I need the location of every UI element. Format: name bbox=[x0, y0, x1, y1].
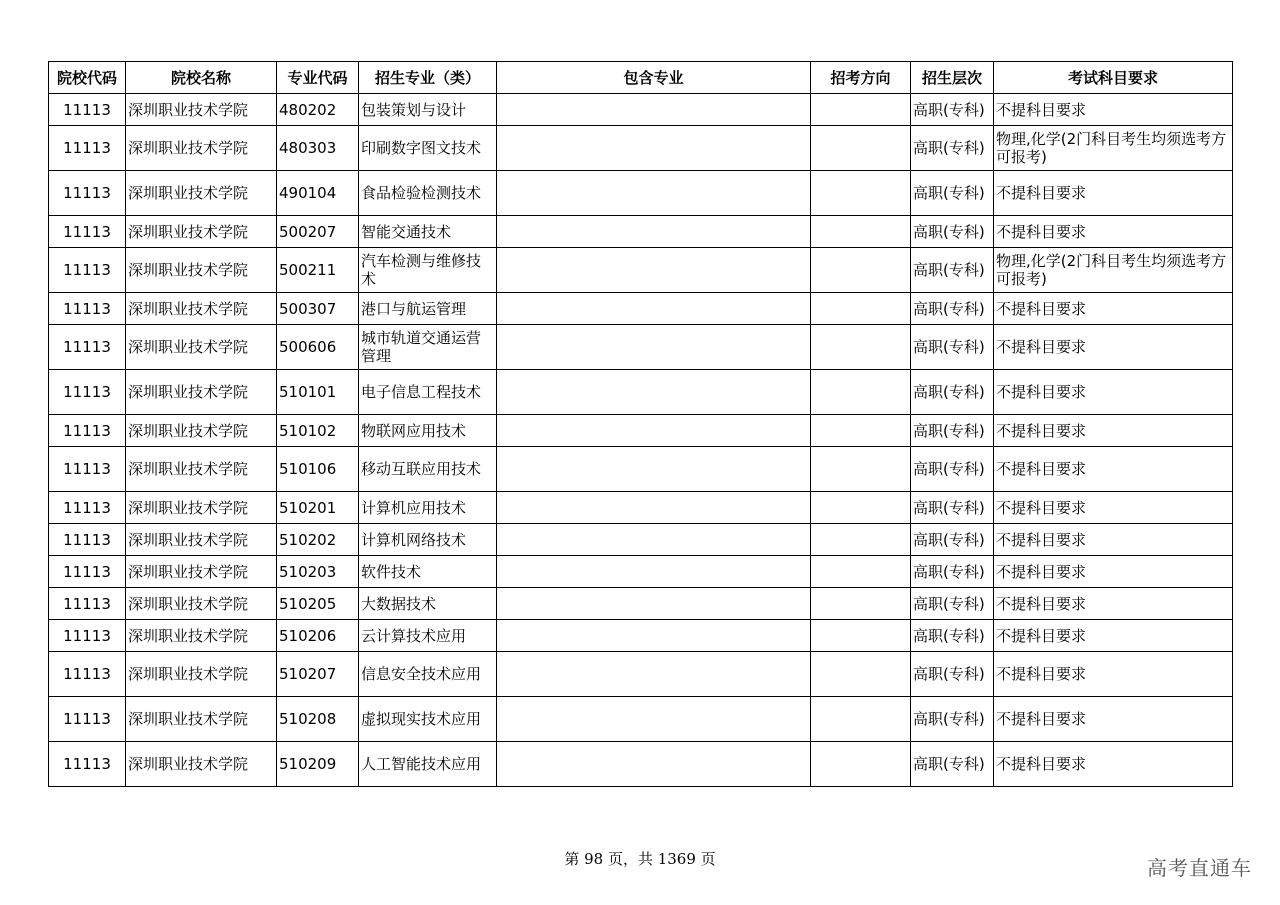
cell-school-code: 11113 bbox=[49, 588, 126, 620]
header-direction: 招考方向 bbox=[811, 62, 911, 94]
cell-direction bbox=[811, 620, 911, 652]
cell-school-code: 11113 bbox=[49, 742, 126, 787]
cell-level: 高职(专科) bbox=[911, 556, 994, 588]
cell-included-majors bbox=[497, 248, 811, 293]
header-school-name: 院校名称 bbox=[126, 62, 277, 94]
cell-direction bbox=[811, 742, 911, 787]
cell-requirement: 不提科目要求 bbox=[994, 697, 1233, 742]
cell-level: 高职(专科) bbox=[911, 620, 994, 652]
cell-direction bbox=[811, 415, 911, 447]
cell-included-majors bbox=[497, 697, 811, 742]
cell-major-code: 480202 bbox=[277, 94, 359, 126]
cell-level: 高职(专科) bbox=[911, 370, 994, 415]
cell-requirement: 不提科目要求 bbox=[994, 588, 1233, 620]
admissions-table bbox=[48, 61, 1233, 787]
cell-school-code: 11113 bbox=[49, 126, 126, 171]
cell-school-code: 11113 bbox=[49, 652, 126, 697]
cell-school-name: 深圳职业技术学院 bbox=[126, 652, 277, 697]
table-row bbox=[49, 697, 1233, 742]
cell-major: 食品检验检测技术 bbox=[359, 171, 497, 216]
cell-direction bbox=[811, 588, 911, 620]
table-row bbox=[49, 415, 1233, 447]
cell-level: 高职(专科) bbox=[911, 652, 994, 697]
table-row bbox=[49, 248, 1233, 293]
cell-major-code: 510206 bbox=[277, 620, 359, 652]
table-row bbox=[49, 370, 1233, 415]
cell-school-code: 11113 bbox=[49, 216, 126, 248]
cell-school-name: 深圳职业技术学院 bbox=[126, 171, 277, 216]
cell-level: 高职(专科) bbox=[911, 492, 994, 524]
cell-major: 大数据技术 bbox=[359, 588, 497, 620]
cell-requirement: 不提科目要求 bbox=[994, 216, 1233, 248]
cell-level: 高职(专科) bbox=[911, 293, 994, 325]
cell-direction bbox=[811, 216, 911, 248]
cell-school-code: 11113 bbox=[49, 293, 126, 325]
cell-school-name: 深圳职业技术学院 bbox=[126, 524, 277, 556]
cell-requirement: 不提科目要求 bbox=[994, 171, 1233, 216]
cell-major-code: 510209 bbox=[277, 742, 359, 787]
cell-major: 软件技术 bbox=[359, 556, 497, 588]
cell-major: 信息安全技术应用 bbox=[359, 652, 497, 697]
cell-direction bbox=[811, 293, 911, 325]
cell-direction bbox=[811, 94, 911, 126]
cell-major: 云计算技术应用 bbox=[359, 620, 497, 652]
cell-requirement: 不提科目要求 bbox=[994, 94, 1233, 126]
cell-included-majors bbox=[497, 325, 811, 370]
cell-direction bbox=[811, 248, 911, 293]
cell-major-code: 490104 bbox=[277, 171, 359, 216]
table-row bbox=[49, 126, 1233, 171]
cell-level: 高职(专科) bbox=[911, 216, 994, 248]
table-header-row bbox=[49, 62, 1233, 94]
cell-included-majors bbox=[497, 216, 811, 248]
cell-requirement: 物理,化学(2门科目考生均须选考方可报考) bbox=[994, 248, 1233, 293]
cell-major-code: 510205 bbox=[277, 588, 359, 620]
cell-included-majors bbox=[497, 742, 811, 787]
cell-requirement: 不提科目要求 bbox=[994, 293, 1233, 325]
cell-requirement: 不提科目要求 bbox=[994, 325, 1233, 370]
cell-school-name: 深圳职业技术学院 bbox=[126, 293, 277, 325]
cell-school-name: 深圳职业技术学院 bbox=[126, 620, 277, 652]
table-row bbox=[49, 94, 1233, 126]
cell-major: 城市轨道交通运营管理 bbox=[359, 325, 497, 370]
cell-level: 高职(专科) bbox=[911, 742, 994, 787]
cell-included-majors bbox=[497, 447, 811, 492]
cell-major: 物联网应用技术 bbox=[359, 415, 497, 447]
cell-included-majors bbox=[497, 415, 811, 447]
cell-school-code: 11113 bbox=[49, 556, 126, 588]
cell-school-name: 深圳职业技术学院 bbox=[126, 216, 277, 248]
header-level: 招生层次 bbox=[911, 62, 994, 94]
cell-school-code: 11113 bbox=[49, 697, 126, 742]
cell-school-code: 11113 bbox=[49, 370, 126, 415]
cell-school-code: 11113 bbox=[49, 248, 126, 293]
table-row bbox=[49, 492, 1233, 524]
cell-included-majors bbox=[497, 293, 811, 325]
cell-included-majors bbox=[497, 126, 811, 171]
cell-major: 计算机网络技术 bbox=[359, 524, 497, 556]
cell-direction bbox=[811, 126, 911, 171]
cell-school-code: 11113 bbox=[49, 492, 126, 524]
cell-major-code: 510106 bbox=[277, 447, 359, 492]
cell-major-code: 510203 bbox=[277, 556, 359, 588]
cell-major-code: 480303 bbox=[277, 126, 359, 171]
cell-direction bbox=[811, 447, 911, 492]
cell-school-name: 深圳职业技术学院 bbox=[126, 697, 277, 742]
cell-major: 港口与航运管理 bbox=[359, 293, 497, 325]
cell-level: 高职(专科) bbox=[911, 697, 994, 742]
cell-level: 高职(专科) bbox=[911, 248, 994, 293]
cell-level: 高职(专科) bbox=[911, 94, 994, 126]
cell-school-name: 深圳职业技术学院 bbox=[126, 556, 277, 588]
cell-major-code: 510208 bbox=[277, 697, 359, 742]
cell-major-code: 510101 bbox=[277, 370, 359, 415]
cell-requirement: 不提科目要求 bbox=[994, 742, 1233, 787]
cell-major: 包装策划与设计 bbox=[359, 94, 497, 126]
cell-requirement: 不提科目要求 bbox=[994, 492, 1233, 524]
cell-major-code: 500207 bbox=[277, 216, 359, 248]
table-body bbox=[49, 94, 1233, 787]
cell-level: 高职(专科) bbox=[911, 588, 994, 620]
header-major-code: 专业代码 bbox=[277, 62, 359, 94]
cell-included-majors bbox=[497, 556, 811, 588]
cell-school-name: 深圳职业技术学院 bbox=[126, 325, 277, 370]
cell-school-name: 深圳职业技术学院 bbox=[126, 370, 277, 415]
cell-included-majors bbox=[497, 94, 811, 126]
cell-direction bbox=[811, 697, 911, 742]
header-requirement: 考试科目要求 bbox=[994, 62, 1233, 94]
cell-requirement: 物理,化学(2门科目考生均须选考方可报考) bbox=[994, 126, 1233, 171]
header-major: 招生专业（类） bbox=[359, 62, 497, 94]
cell-included-majors bbox=[497, 370, 811, 415]
cell-direction bbox=[811, 171, 911, 216]
table-row bbox=[49, 171, 1233, 216]
cell-school-name: 深圳职业技术学院 bbox=[126, 588, 277, 620]
cell-level: 高职(专科) bbox=[911, 325, 994, 370]
cell-requirement: 不提科目要求 bbox=[994, 556, 1233, 588]
table-row bbox=[49, 524, 1233, 556]
cell-school-code: 11113 bbox=[49, 415, 126, 447]
cell-direction bbox=[811, 524, 911, 556]
table-row bbox=[49, 620, 1233, 652]
cell-direction bbox=[811, 325, 911, 370]
cell-major: 智能交通技术 bbox=[359, 216, 497, 248]
page-number: 第 98 页，共 1369 页 bbox=[564, 850, 716, 868]
cell-requirement: 不提科目要求 bbox=[994, 447, 1233, 492]
cell-major-code: 500211 bbox=[277, 248, 359, 293]
cell-direction bbox=[811, 370, 911, 415]
table-row bbox=[49, 447, 1233, 492]
cell-school-code: 11113 bbox=[49, 325, 126, 370]
table-row bbox=[49, 216, 1233, 248]
cell-included-majors bbox=[497, 620, 811, 652]
cell-direction bbox=[811, 652, 911, 697]
cell-included-majors bbox=[497, 652, 811, 697]
cell-level: 高职(专科) bbox=[911, 524, 994, 556]
table-row bbox=[49, 325, 1233, 370]
cell-level: 高职(专科) bbox=[911, 415, 994, 447]
cell-school-name: 深圳职业技术学院 bbox=[126, 415, 277, 447]
cell-included-majors bbox=[497, 492, 811, 524]
cell-requirement: 不提科目要求 bbox=[994, 524, 1233, 556]
cell-school-name: 深圳职业技术学院 bbox=[126, 94, 277, 126]
table-row bbox=[49, 293, 1233, 325]
cell-level: 高职(专科) bbox=[911, 447, 994, 492]
cell-requirement: 不提科目要求 bbox=[994, 620, 1233, 652]
table-row bbox=[49, 556, 1233, 588]
cell-direction bbox=[811, 492, 911, 524]
cell-major: 计算机应用技术 bbox=[359, 492, 497, 524]
cell-included-majors bbox=[497, 588, 811, 620]
cell-school-name: 深圳职业技术学院 bbox=[126, 447, 277, 492]
table-row bbox=[49, 652, 1233, 697]
cell-school-code: 11113 bbox=[49, 171, 126, 216]
cell-school-name: 深圳职业技术学院 bbox=[126, 492, 277, 524]
cell-major: 移动互联应用技术 bbox=[359, 447, 497, 492]
cell-direction bbox=[811, 556, 911, 588]
cell-major-code: 500606 bbox=[277, 325, 359, 370]
table-row bbox=[49, 742, 1233, 787]
header-included-majors: 包含专业 bbox=[497, 62, 811, 94]
cell-major: 印刷数字图文技术 bbox=[359, 126, 497, 171]
cell-major-code: 500307 bbox=[277, 293, 359, 325]
table-row bbox=[49, 588, 1233, 620]
cell-level: 高职(专科) bbox=[911, 171, 994, 216]
cell-major: 电子信息工程技术 bbox=[359, 370, 497, 415]
cell-major-code: 510102 bbox=[277, 415, 359, 447]
watermark-text: 高考直通车 bbox=[1147, 856, 1252, 880]
cell-major: 汽车检测与维修技术 bbox=[359, 248, 497, 293]
cell-school-code: 11113 bbox=[49, 94, 126, 126]
cell-school-name: 深圳职业技术学院 bbox=[126, 248, 277, 293]
cell-major-code: 510201 bbox=[277, 492, 359, 524]
cell-requirement: 不提科目要求 bbox=[994, 415, 1233, 447]
header-school-code: 院校代码 bbox=[49, 62, 126, 94]
cell-included-majors bbox=[497, 524, 811, 556]
cell-school-name: 深圳职业技术学院 bbox=[126, 742, 277, 787]
cell-school-name: 深圳职业技术学院 bbox=[126, 126, 277, 171]
cell-level: 高职(专科) bbox=[911, 126, 994, 171]
cell-school-code: 11113 bbox=[49, 620, 126, 652]
cell-major: 人工智能技术应用 bbox=[359, 742, 497, 787]
cell-requirement: 不提科目要求 bbox=[994, 370, 1233, 415]
cell-major-code: 510202 bbox=[277, 524, 359, 556]
cell-requirement: 不提科目要求 bbox=[994, 652, 1233, 697]
cell-major-code: 510207 bbox=[277, 652, 359, 697]
cell-major: 虚拟现实技术应用 bbox=[359, 697, 497, 742]
cell-school-code: 11113 bbox=[49, 447, 126, 492]
cell-school-code: 11113 bbox=[49, 524, 126, 556]
cell-included-majors bbox=[497, 171, 811, 216]
